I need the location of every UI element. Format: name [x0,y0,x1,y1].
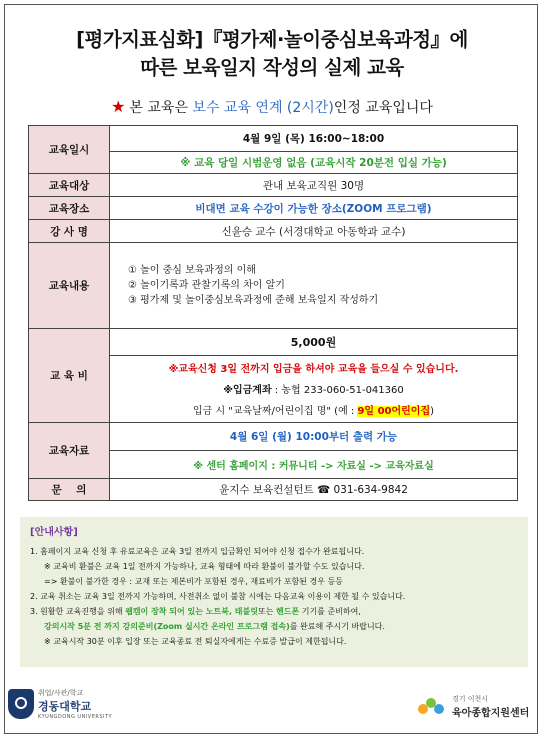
content-list [110,243,518,329]
date-note: ※ 교육 당일 시범운영 없음 (교육시작 20분전 입실 가능) [110,152,518,174]
university-emblem-icon [8,689,34,719]
fee-amount: 5,000원 [110,329,517,356]
fee-label: 교 육 비 [29,329,110,423]
instructor-value: 신윤승 교수 (서경대학교 아동학과 교수) [110,220,518,243]
guide-line: 강의시작 5분 전 까지 강의준비(Zoom 실시간 온라인 프로그램 접속)를 완료해 주시기 바랍니다. [44,622,385,631]
content-item: ③ 평가제 및 놀이중심보육과정에 준해 보육일지 작성하기 [128,295,379,306]
date-value: 4월 9일 (목) 16:00~18:00 [110,126,518,152]
content-label: 교육내용 [29,243,110,329]
page-title: [평가지표심화]『평가제·놀이중심보육과정』에 따른 보육일지 작성의 실제 교육 [76,28,468,79]
fee-deposit: 입금 시 "교육날짜/어린이집 명" (예 : 9일 00어린이집) [192,406,435,417]
material-path: ※ 센터 홈페이지 : 커뮤니티 -> 자료실 -> 교육자료실 [193,461,434,472]
guide-line: => 환불이 불가한 경우 : 교재 또는 제본비가 포함된 경우, 재료비가 포함된 경우 등등 [44,577,343,586]
instructor-label: 강 사 명 [29,220,110,243]
place-value: 비대면 교육 수강이 가능한 장소(ZOOM 프로그램) [110,197,518,220]
guide-line: ※ 교육비 환불은 교육 1일 전까지 가능하나, 교육 형태에 따라 환불이 불가할 수도 있습니다. [44,562,365,571]
contact-label: 문 의 [29,479,110,501]
date-label: 교육일시 [29,126,110,174]
content-item: ② 놀이기록과 관찰기록의 차이 알기 [128,280,285,291]
fee-account: ※입금계좌 : 농협 233-060-51-041360 [223,385,404,396]
contact-value: 윤지수 보육컨설턴트 ☎ 031-634-9842 [110,479,518,501]
star-icon: ★ [111,97,126,116]
guide-line: 3. 원활한 교육진행을 위해 웹캠이 장착 되어 있는 노트북, 태블릿또는 핸드폰 기기를 준비하여, [30,607,361,616]
guide-line: ※ 교육시작 30분 이후 입장 또는 교육종료 전 퇴실자에게는 수료증 발급이 제한됩니다. [44,637,347,646]
target-value: 관내 보육교직원 30명 [110,174,518,197]
center-logo: 경기 이천시 육아종합지원센터 [418,694,529,719]
target-label: 교육대상 [29,174,110,197]
info-table [28,125,518,501]
guide-box [20,517,528,667]
content-item: ① 놀이 중심 보육과정의 이해 [128,265,256,276]
material-label: 교육자료 [29,423,110,479]
place-label: 교육장소 [29,197,110,220]
guide-line: 1. 홈페이지 교육 신청 후 유료교육은 교육 3일 전까지 입금확인 되어야 신청 접수가 완료됩니다. [30,547,365,556]
university-logo: 취업/사관/학교 경동대학교 KYUNGDONG UNIVERSITY [8,688,112,720]
notice-line: ★ 본 교육은 보수 교육 연계 (2시간)인정 교육입니다 [111,97,433,116]
fee-warning: ※교육신청 3일 전까지 입금을 하셔야 교육을 들으실 수 있습니다. [168,364,459,375]
guide-line: 2. 교육 취소는 교육 3일 전까지 가능하며, 사전취소 없이 불참 시에는 다음교육 이용이 제한 될 수 있습니다. [30,592,406,601]
center-logo-icon [418,696,448,718]
material-date: 4월 6일 (월) 10:00부터 출력 가능 [110,423,517,451]
guide-title: [안내사항] [30,527,78,538]
